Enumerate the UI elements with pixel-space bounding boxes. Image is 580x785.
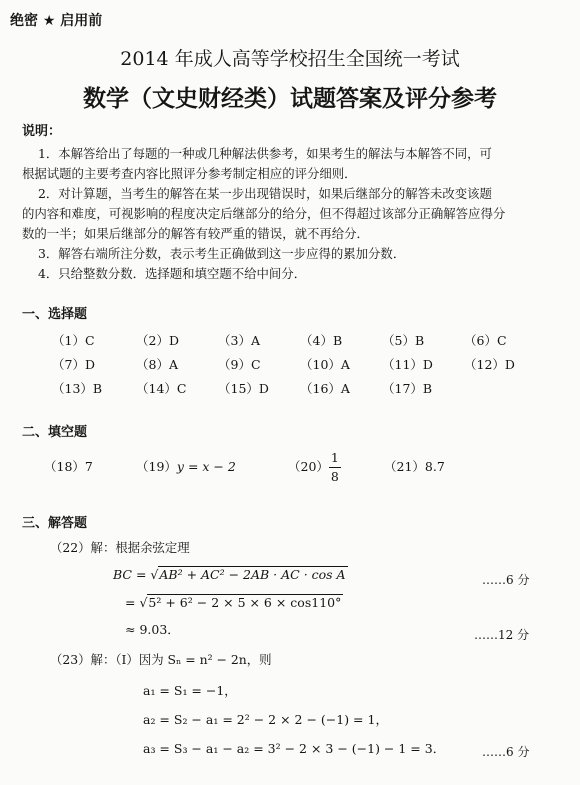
choice-answer: （10）A	[300, 357, 350, 372]
q23-step-1: a₁ = S₁ = −1，	[143, 683, 237, 698]
sqrt-radicand: AB² + AC² − 2AB · AC · cos A	[159, 567, 346, 582]
choice-answer: （12）D	[464, 357, 515, 372]
section-heading-choice: 一、选择题	[22, 307, 88, 322]
choice-answer: （2）D	[136, 333, 179, 348]
q23-step-2: a₂ = S₂ − a₁ = 2² − 2 × 2 − (−1) = 1，	[143, 712, 388, 727]
notes-heading: 说明：	[22, 124, 62, 139]
choice-answer: （9）C	[218, 357, 261, 372]
q23-step-3: a₃ = S₃ − a₁ − a₂ = 3² − 2 × 3 − (−1) − 1 = 3．	[143, 741, 446, 756]
choice-answer: （14）C	[136, 381, 187, 396]
note-line: 4．只给整数分数．选择题和填空题不给中间分．	[38, 266, 307, 281]
math-prefix: =	[125, 595, 140, 610]
choice-answer: （3）A	[218, 333, 260, 348]
section-heading-fill: 二、填空题	[22, 425, 88, 440]
q22-step-3: ≈ 9.03．	[125, 622, 180, 637]
choice-answer: （17）B	[382, 381, 433, 396]
note-line: 3．解答右端所注分数，表示考生正确做到这一步应得的累加分数．	[38, 246, 406, 261]
choice-answer: （5）B	[382, 333, 425, 348]
sqrt-radicand: 5² + 6² − 2 × 5 × 6 × cos110°	[148, 595, 342, 610]
choice-answer: （6）C	[464, 333, 507, 348]
score-mark: ……6 分	[482, 745, 530, 759]
fill-answer-18: （18）7	[44, 459, 93, 474]
fraction-denominator: 8	[330, 468, 339, 484]
q22-step-1: BC = √AB² + AC² − 2AB · AC · cos A	[113, 567, 346, 582]
note-line: 2．对计算题，当考生的解答在某一步出现错误时，如果后继部分的解答未改变该题	[38, 186, 492, 201]
exam-title: 2014 年成人高等学校招生全国统一考试	[120, 48, 460, 70]
score-mark: ……12 分	[474, 628, 530, 642]
note-line: 根据试题的主要考查内容比照评分参考制定相应的评分细则．	[22, 166, 357, 181]
choice-answer: （4）B	[300, 333, 343, 348]
document-title: 数学（文史财经类）试题答案及评分参考	[83, 86, 497, 112]
choice-answer: （15）D	[218, 381, 269, 396]
note-line: 1．本解答给出了每题的一种或几种解法供参考，如果考生的解法与本解答不同，可	[38, 146, 492, 161]
note-line: 数的一半；如果后继部分的解答有较严重的错误，就不再给分．	[22, 226, 369, 241]
choice-answer: （13）B	[52, 381, 103, 396]
math-expression: y = x − 2	[176, 459, 236, 474]
math-lhs: BC =	[113, 567, 151, 582]
fill-answer-21: （21）8.7	[384, 459, 445, 474]
fill-label: （20）	[288, 459, 329, 474]
choice-answer: （11）D	[382, 357, 433, 372]
fill-answer-19	[136, 457, 236, 475]
note-line: 的内容和难度，可视影响的程度决定后继部分的给分，但不得超过该部分正确解答应得分	[22, 206, 506, 221]
choice-answer: （7）D	[52, 357, 95, 372]
fill-answer-20	[288, 452, 341, 483]
fill-label: （19）	[136, 459, 177, 474]
fraction-numerator: 1	[329, 452, 341, 468]
choice-answer: （8）A	[136, 357, 178, 372]
q22-intro: （22）解：根据余弦定理	[50, 540, 190, 555]
choice-answer: （16）A	[300, 381, 350, 396]
section-heading-solutions: 三、解答题	[22, 516, 88, 531]
q22-step-2: = √5² + 6² − 2 × 5 × 6 × cos110°	[125, 595, 342, 610]
fraction	[329, 452, 341, 483]
choice-answer: （1）C	[52, 333, 95, 348]
confidential-label: 绝密 ★ 启用前	[10, 13, 103, 29]
score-mark: ……6 分	[482, 573, 530, 587]
q23-intro: （23）解：（Ⅰ）因为 Sₙ = n² − 2n，则	[50, 652, 272, 667]
